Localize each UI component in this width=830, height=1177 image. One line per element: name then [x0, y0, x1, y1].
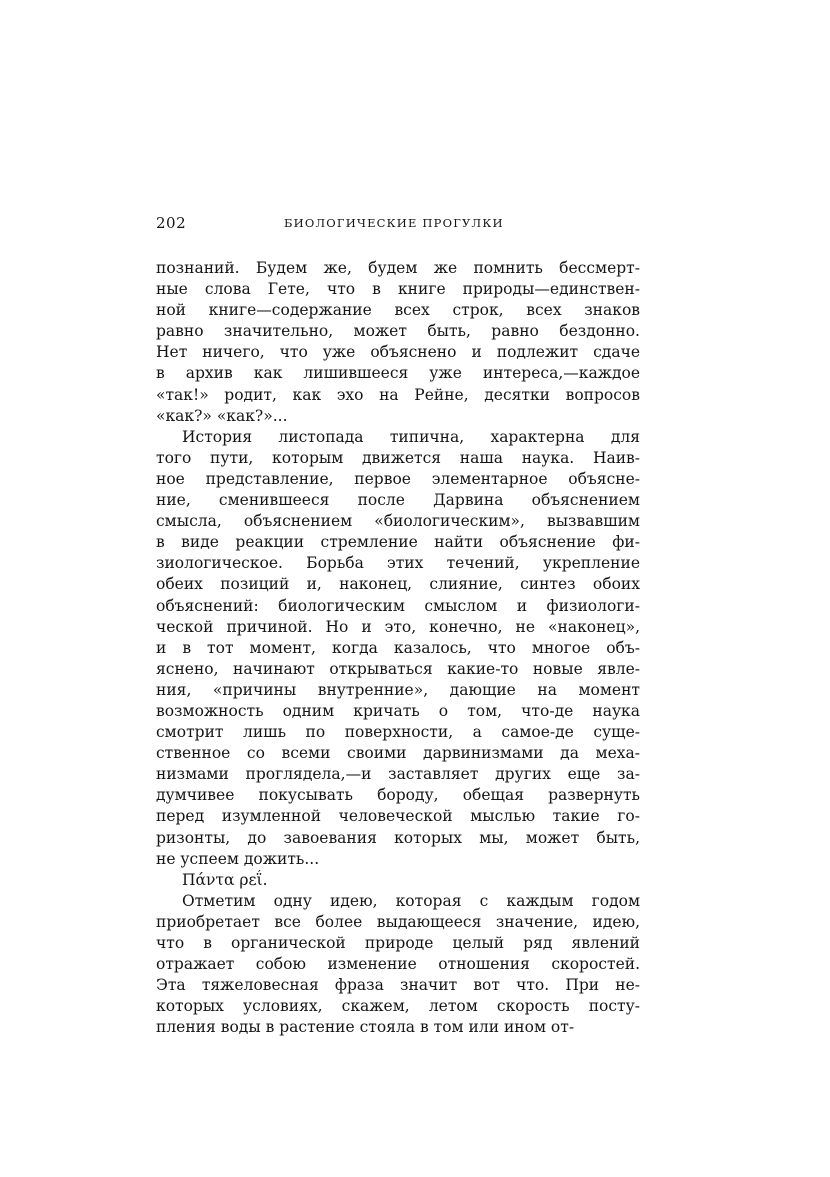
text-line: познаний. Будем же, будем же помнить бессмерт- — [156, 259, 640, 277]
text-line: зиологическое. Борьба этих течений, укрепление — [156, 554, 640, 573]
text-line: «как?» «как?»... — [156, 406, 288, 425]
body-text — [156, 258, 640, 1038]
text-line: ственное со всеми своими дарвинизмами да меха- — [156, 744, 640, 763]
text-line: смотрит лишь по поверхности, а самое-де суще- — [156, 723, 640, 742]
text-line: Эта тяжеловесная фраза значит вот что. При не- — [156, 976, 640, 995]
text-line: «так!» родит, как эхо на Рейне, десятки вопросов — [156, 385, 640, 404]
text-line: пления воды в растение стояла в том или ином от- — [156, 1018, 575, 1037]
paragraph — [156, 427, 640, 891]
text-line: и в тот момент, когда казалось, что многое объ- — [156, 638, 640, 657]
book-page — [156, 214, 640, 1038]
text-line: ные слова Гете, что в книге природы—единствен- — [156, 280, 640, 299]
text-line: перед изумленной человеческой мыслью такие го- — [156, 807, 640, 826]
text-line: ной книге—содержание всех строк, всех знаков — [156, 301, 640, 320]
text-line: Πάντα ρεΐ. — [182, 870, 268, 889]
page-header — [156, 214, 640, 240]
text-line: смысла, объяснением «биологическим», вызвавшим — [156, 512, 640, 531]
text-line: История листопада типична, характерна для — [182, 427, 640, 446]
paragraph — [156, 891, 640, 1039]
text-line: возможность одним кричать о том, что-де наука — [156, 701, 640, 720]
running-title: БИОЛОГИЧЕСКИЕ ПРОГУЛКИ — [284, 216, 504, 230]
paragraph — [156, 258, 640, 427]
text-line: ния, «причины внутренние», дающие на момент — [156, 680, 640, 699]
text-line: того пути, которым движется наша наука. Наив- — [156, 448, 640, 467]
text-line: думчивее покусывать бороду, обещая развернуть — [156, 786, 640, 805]
text-line: ное представление, первое элементарное объясне- — [156, 469, 640, 488]
text-line: Отметим одну идею, которая с каждым годом — [182, 891, 640, 910]
text-line: Нет ничего, что уже объяснено и подлежит сдаче — [156, 343, 640, 362]
text-line: в архив как лишившееся уже интереса,—каждое — [156, 364, 640, 383]
text-line: приобретает все более выдающееся значение, идею, — [156, 912, 640, 931]
text-line: что в органической природе целый ряд явлений — [156, 934, 640, 952]
text-line: ризонты, до завоевания которых мы, может быть, — [156, 828, 640, 847]
text-line: объяснений: биологическим смыслом и физиологи- — [156, 596, 640, 615]
text-line: в виде реакции стремление найти объяснение фи- — [156, 533, 640, 552]
text-line: ческой причиной. Но и это, конечно, не «наконец», — [156, 617, 640, 636]
text-line: низмами проглядела,—и заставляет других еще за- — [156, 765, 640, 784]
page-number: 202 — [156, 214, 187, 232]
text-line: которых условиях, скажем, летом скорость посту- — [156, 997, 640, 1016]
text-line: не успеем дожить... — [156, 849, 320, 868]
text-line: яснено, начинают открываться какие-то новые явле- — [156, 659, 640, 678]
text-line: равно значительно, может быть, равно бездонно. — [156, 322, 640, 341]
text-line: отражает собою изменение отношения скоростей. — [156, 955, 640, 974]
text-line: обеих позиций и, наконец, слияние, синтез обоих — [156, 575, 640, 594]
text-line: ние, сменившееся после Дарвина объяснением — [156, 491, 640, 510]
